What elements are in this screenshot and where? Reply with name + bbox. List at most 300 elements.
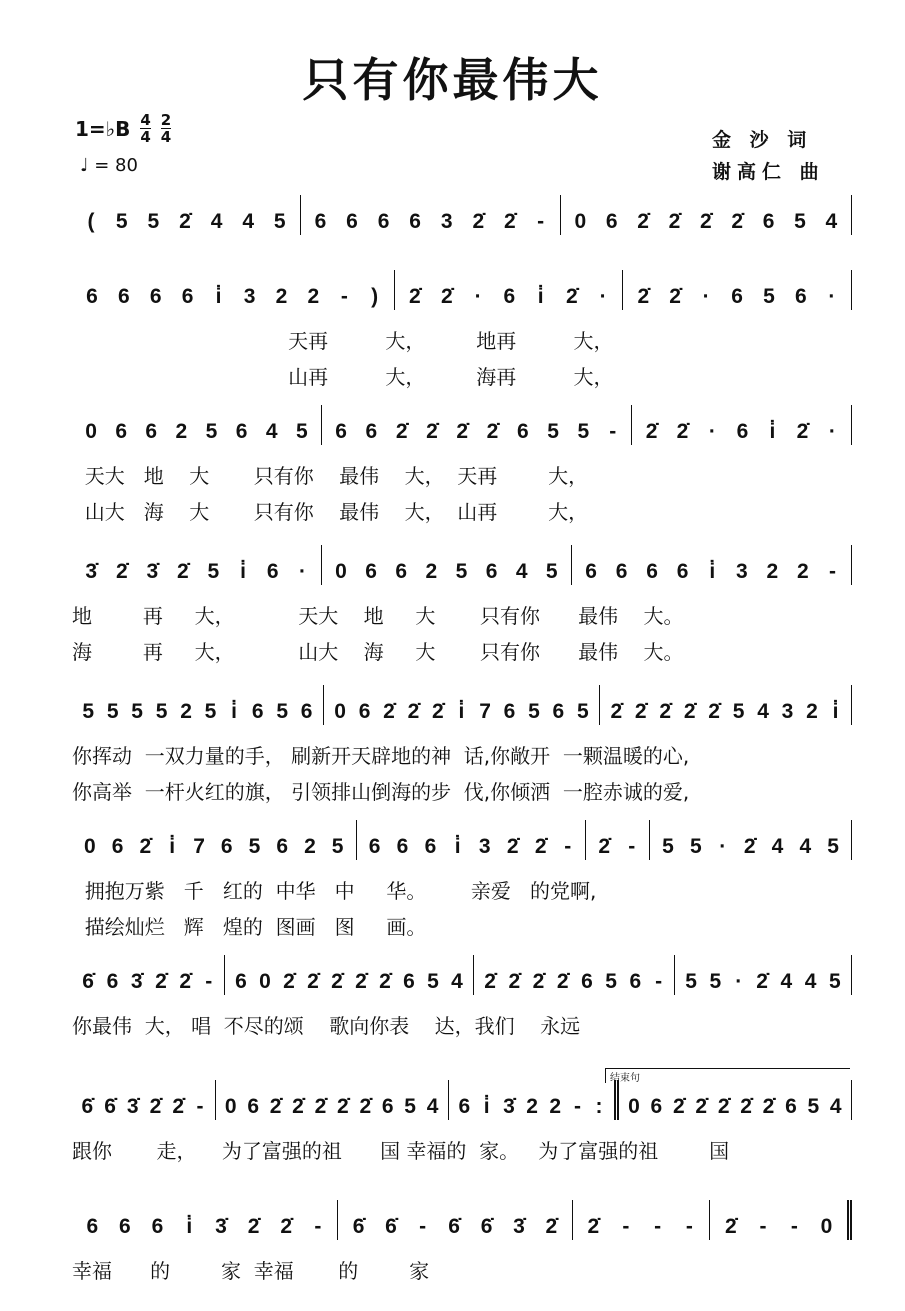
note: 4 — [242, 210, 254, 233]
note: 6 — [251, 700, 264, 723]
note: 3̇ — [146, 560, 159, 583]
note: - — [314, 1215, 322, 1238]
note: - — [828, 560, 836, 583]
note: 6 — [552, 700, 565, 723]
note: 5 — [689, 835, 702, 858]
note: 2̇ — [668, 210, 681, 233]
note: 6 — [115, 420, 127, 443]
note: 6 — [117, 285, 130, 308]
notes-row — [72, 195, 852, 235]
note: · — [702, 285, 710, 308]
note: 6 — [335, 420, 347, 443]
note: - — [655, 970, 663, 993]
measure — [72, 270, 395, 310]
note: - — [537, 210, 545, 233]
score-system — [72, 955, 852, 1038]
note: 6 — [581, 970, 593, 993]
notes-row — [72, 685, 852, 725]
note: 6 — [300, 700, 313, 723]
note: 2̇ — [395, 420, 408, 443]
note: 2 — [797, 560, 809, 583]
measure — [225, 955, 474, 995]
note: 2̇ — [534, 835, 547, 858]
note: 2̇ — [598, 835, 611, 858]
measure — [324, 685, 600, 725]
note: 6̇ — [352, 1215, 365, 1238]
note: i̇ — [832, 700, 839, 723]
note: 2 — [526, 1095, 538, 1118]
measure — [632, 405, 852, 445]
note: 2̇ — [532, 970, 545, 993]
score-system — [72, 270, 852, 389]
note: 6 — [585, 560, 597, 583]
note: 6 — [266, 560, 279, 583]
lyric-line: 山大 海 大 只有你 最伟 大， 山再 大， — [72, 500, 589, 524]
score-system — [72, 545, 852, 664]
note: 6 — [145, 420, 158, 443]
note: 3̇ — [215, 1215, 227, 1238]
note: 2 — [304, 835, 316, 858]
note: 5 — [207, 560, 220, 583]
note: 5 — [115, 210, 128, 233]
note: 2̇ — [314, 1095, 327, 1118]
note: 2̇ — [472, 210, 485, 233]
note: 2̇ — [292, 1095, 304, 1118]
note: 5 — [248, 835, 261, 858]
note: 6 — [119, 1215, 131, 1238]
lyric-line: 幸福 的 家 幸福 的 家 — [72, 1259, 430, 1283]
note: 6̇ — [385, 1215, 397, 1238]
note: 6 — [403, 970, 415, 993]
note: ) — [371, 285, 379, 308]
note: i̇ — [769, 420, 776, 443]
note: 6 — [151, 1215, 164, 1238]
note: · — [719, 835, 727, 858]
measure — [72, 1200, 338, 1240]
note: 6 — [650, 1095, 663, 1118]
note: 4 — [780, 970, 793, 993]
note: 2̇ — [708, 700, 720, 723]
note: - — [609, 420, 617, 443]
note: 2 — [806, 700, 818, 723]
note: 4 — [829, 1095, 842, 1118]
note: 0 — [335, 560, 347, 583]
note: 6 — [149, 285, 162, 308]
note: 0 — [334, 700, 346, 723]
note: 6 — [235, 420, 248, 443]
note: 4 — [825, 210, 838, 233]
note: 0 — [85, 420, 97, 443]
note: 2̇ — [283, 970, 295, 993]
score-system — [72, 405, 852, 524]
note: 5 — [577, 420, 590, 443]
note: 5 — [273, 210, 286, 233]
note: 2̇ — [743, 835, 756, 858]
note: 5 — [155, 700, 168, 723]
score-system — [72, 195, 852, 235]
score-system — [72, 820, 852, 939]
lyric-line: 天再 大， 地再 大， — [72, 329, 614, 353]
measure — [72, 195, 301, 235]
note: 2̇ — [659, 700, 672, 723]
note: · — [474, 285, 482, 308]
note: 2 — [275, 285, 288, 308]
note: 6 — [106, 970, 119, 993]
measure — [338, 1200, 572, 1240]
note: 2̇ — [484, 970, 496, 993]
note: i̇ — [709, 560, 716, 583]
note: 2̇ — [637, 210, 649, 233]
note: 5 — [455, 560, 468, 583]
note: 2̇ — [676, 420, 689, 443]
note: 6 — [605, 210, 618, 233]
note: 2̇ — [717, 1095, 730, 1118]
note: 2̇ — [508, 970, 521, 993]
note: 6 — [731, 285, 743, 308]
note: 6 — [503, 285, 516, 308]
note: 5 — [662, 835, 674, 858]
note: 2 — [175, 420, 188, 443]
note: 5 — [545, 560, 558, 583]
note: 5 — [204, 700, 217, 723]
note: 6 — [358, 700, 371, 723]
note: 6 — [365, 560, 377, 583]
note: 2̇ — [456, 420, 469, 443]
note: 6 — [736, 420, 749, 443]
measure — [322, 405, 632, 445]
lyric-line: 你挥动 一双力量的手， 刷新开天辟地的神 话,你敞开 一颗温暖的心, — [72, 744, 690, 768]
note: · — [828, 420, 836, 443]
notes-row — [72, 1080, 852, 1120]
note: 5 — [82, 700, 95, 723]
note: 4 — [210, 210, 223, 233]
note: 2̇ — [179, 210, 191, 233]
note: 4 — [451, 970, 463, 993]
note: - — [564, 835, 572, 858]
lyric-line: 跟你 走， 为了富强的祖 国 幸福的 家。 为了富强的祖 国 — [72, 1139, 730, 1163]
note: 2̇ — [566, 285, 578, 308]
ending-label: 结束句 — [605, 1068, 850, 1083]
note: 0 — [628, 1095, 640, 1118]
score-system — [72, 1200, 852, 1283]
note: 0 — [259, 970, 271, 993]
note: - — [790, 1215, 798, 1238]
lyric-line: 天大 地 大 只有你 最伟 大， 天再 大， — [72, 464, 589, 488]
note: 3 — [478, 835, 491, 858]
note: 2̇ — [669, 285, 681, 308]
lyric-line: 拥抱万紫 千 红的 中华 中 华。 亲爱 的党啊, — [72, 879, 597, 903]
note: i̇ — [537, 285, 544, 308]
note: 4 — [426, 1095, 439, 1118]
note: - — [759, 1215, 767, 1238]
note: 6 — [235, 970, 247, 993]
note: 2̇ — [796, 420, 809, 443]
note: 2̇ — [155, 970, 167, 993]
measure — [322, 545, 572, 585]
note: 5 — [147, 210, 160, 233]
lyric-line: 你高举 一杆火红的旗， 引领排山倒海的步 伐,你倾洒 一腔赤诚的爱, — [72, 780, 690, 804]
time-signature-1: $\frac{4}{4}$ — [140, 111, 151, 146]
note: · — [298, 560, 306, 583]
note: 2 — [766, 560, 779, 583]
score-system — [72, 1080, 852, 1163]
note: 2̇ — [645, 420, 658, 443]
note: - — [205, 970, 213, 993]
note: 2̇ — [179, 970, 192, 993]
note: - — [654, 1215, 662, 1238]
note: 6 — [247, 1095, 260, 1118]
note: 5 — [295, 420, 308, 443]
note: 2̇ — [432, 700, 444, 723]
note: 5 — [528, 700, 540, 723]
note: 2̇ — [587, 1215, 600, 1238]
note: 2̇ — [408, 285, 421, 308]
note: 6 — [220, 835, 233, 858]
measure — [675, 955, 852, 995]
note: 5 — [827, 835, 839, 858]
note: 2̇ — [699, 210, 712, 233]
note: · — [599, 285, 607, 308]
measure — [72, 405, 322, 445]
note: 2̇ — [407, 700, 420, 723]
note: 6̇ — [81, 1095, 94, 1118]
measure — [600, 685, 852, 725]
note: i̇ — [483, 1095, 490, 1118]
note: i̇ — [215, 285, 222, 308]
song-title: 只有你最伟大 — [302, 53, 603, 107]
note: 2 — [307, 285, 320, 308]
note: 6 — [395, 560, 408, 583]
note: - — [196, 1095, 204, 1118]
note: 6 — [396, 835, 409, 858]
note: 5 — [605, 970, 617, 993]
note: 5 — [709, 970, 722, 993]
note: 6̇ — [448, 1215, 460, 1238]
note: 2̇ — [486, 420, 499, 443]
composer-credit: 谢高仁 曲 — [712, 161, 825, 183]
key-label: 1=♭B — [75, 116, 131, 141]
note: - — [419, 1215, 427, 1238]
note: 5 — [205, 420, 218, 443]
note: 4 — [265, 420, 278, 443]
note: 2̇ — [756, 970, 768, 993]
note: 6 — [676, 560, 689, 583]
note: 6 — [181, 285, 194, 308]
measure — [623, 270, 852, 310]
lyric-line: 海 再 大， 山大 海 大 只有你 最伟 大。 — [72, 640, 684, 664]
note: i̇ — [240, 560, 246, 583]
note: 7 — [479, 700, 491, 723]
note: 6 — [458, 1095, 471, 1118]
note: 2̇ — [637, 285, 650, 308]
key-signature — [75, 112, 171, 145]
note: : — [595, 1095, 603, 1118]
measure — [72, 1080, 216, 1120]
note: 2̇ — [383, 700, 395, 723]
note: 6 — [86, 1215, 99, 1238]
measure — [216, 1080, 449, 1120]
note: 2̇ — [504, 210, 516, 233]
note: 6 — [276, 835, 289, 858]
note: 3̇ — [130, 970, 143, 993]
lyricist-credit: 金 沙 词 — [712, 129, 813, 151]
note: 6̇ — [82, 970, 94, 993]
note: 6 — [368, 835, 381, 858]
note: 5 — [763, 285, 775, 308]
note: 6 — [785, 1095, 797, 1118]
note: 2̇ — [426, 420, 438, 443]
note: 0 — [820, 1215, 833, 1238]
note: 5 — [106, 700, 119, 723]
note: 6 — [86, 285, 98, 308]
note: ( — [87, 210, 95, 233]
note: 0 — [224, 1095, 237, 1118]
note: 2̇ — [307, 970, 319, 993]
tempo-mark: ♩ = 80 — [80, 155, 138, 176]
note: 6 — [424, 835, 437, 858]
measure — [72, 955, 225, 995]
note: 6 — [485, 560, 498, 583]
note: 5 — [685, 970, 697, 993]
note: 5 — [427, 970, 439, 993]
note: 3̇ — [503, 1095, 515, 1118]
note: 2̇ — [610, 700, 623, 723]
note: 5 — [131, 700, 143, 723]
note: - — [685, 1215, 693, 1238]
note: 2̇ — [379, 970, 391, 993]
note: 4 — [804, 970, 817, 993]
note: 2̇ — [331, 970, 343, 993]
note: 2̇ — [359, 1095, 372, 1118]
note: 3 — [243, 285, 256, 308]
note: 6 — [111, 835, 124, 858]
measure — [586, 820, 650, 860]
note: i̇ — [186, 1215, 193, 1238]
note: - — [628, 835, 636, 858]
note: 2̇ — [441, 285, 453, 308]
measure — [357, 820, 586, 860]
note: - — [340, 285, 348, 308]
note: 5 — [331, 835, 344, 858]
note: 5 — [807, 1095, 820, 1118]
note: 3̇ — [513, 1215, 525, 1238]
note: 2̇ — [556, 970, 569, 993]
lyric-line: 山再 大， 海再 大， — [72, 365, 614, 389]
note: 5 — [547, 420, 559, 443]
note: 2̇ — [337, 1095, 349, 1118]
measure — [561, 195, 852, 235]
measure — [710, 1200, 852, 1240]
note: 6 — [646, 560, 658, 583]
measure — [449, 1080, 619, 1120]
note: 2̇ — [506, 835, 519, 858]
note: 6 — [503, 700, 516, 723]
time-signature-2: $\frac{2}{4}$ — [160, 111, 172, 146]
note: 5 — [576, 700, 589, 723]
note: · — [708, 420, 716, 443]
notes-row — [72, 1200, 852, 1240]
note: 6̇ — [104, 1095, 116, 1118]
note: i̇ — [169, 835, 176, 858]
note: 2̇ — [149, 1095, 162, 1118]
notes-row — [72, 405, 852, 445]
measure — [301, 195, 561, 235]
note: 2̇ — [545, 1215, 558, 1238]
note: 2̇ — [247, 1215, 260, 1238]
note: i̇ — [458, 700, 465, 723]
measure — [619, 1080, 852, 1120]
note: 2 — [180, 700, 192, 723]
note: 6 — [381, 1095, 394, 1118]
notes-row — [72, 545, 852, 585]
measure — [395, 270, 624, 310]
note: 4 — [799, 835, 812, 858]
note: 6̇ — [480, 1215, 493, 1238]
note: 2̇ — [672, 1095, 685, 1118]
note: 6 — [377, 210, 390, 233]
note: 2̇ — [177, 560, 189, 583]
note: 5 — [828, 970, 841, 993]
note: 2̇ — [269, 1095, 282, 1118]
note: 4 — [515, 560, 528, 583]
note: 2̇ — [280, 1215, 293, 1238]
note: 6 — [794, 285, 807, 308]
note: 3 — [736, 560, 748, 583]
note: 2̇ — [683, 700, 696, 723]
note: 2̇ — [762, 1095, 775, 1118]
note: · — [828, 285, 836, 308]
note: i̇ — [454, 835, 461, 858]
note: 6 — [365, 420, 378, 443]
notes-row — [72, 820, 852, 860]
note: 2 — [425, 560, 438, 583]
note: 6 — [629, 970, 642, 993]
note: 5 — [732, 700, 745, 723]
note: 2̇ — [355, 970, 367, 993]
note: 6 — [346, 210, 358, 233]
note: 6 — [516, 420, 529, 443]
note: - — [622, 1215, 630, 1238]
note: 2̇ — [172, 1095, 184, 1118]
note: 4 — [771, 835, 784, 858]
notes-row — [72, 955, 852, 995]
measure — [72, 685, 324, 725]
note: 0 — [574, 210, 587, 233]
notes-row — [72, 270, 852, 310]
note: 6 — [615, 560, 628, 583]
note: 6 — [762, 210, 775, 233]
lyric-line: 地 再 大， 天大 地 大 只有你 最伟 大。 — [72, 604, 684, 628]
measure — [650, 820, 852, 860]
note: 4 — [757, 700, 769, 723]
note: 2̇ — [724, 1215, 737, 1238]
note: 6 — [314, 210, 327, 233]
note: 2 — [549, 1095, 562, 1118]
note: · — [735, 970, 743, 993]
measure — [572, 545, 852, 585]
measure — [72, 545, 322, 585]
note: 7 — [193, 835, 205, 858]
lyric-line: 描绘灿烂 辉 煌的 图画 图 画。 — [72, 915, 427, 939]
note: 3̇ — [126, 1095, 139, 1118]
note: 5 — [794, 210, 806, 233]
note: 5 — [404, 1095, 416, 1118]
note: 0 — [84, 835, 96, 858]
score-system — [72, 685, 852, 804]
note: 3 — [440, 210, 453, 233]
note: 2̇ — [115, 560, 128, 583]
measure — [573, 1200, 711, 1240]
